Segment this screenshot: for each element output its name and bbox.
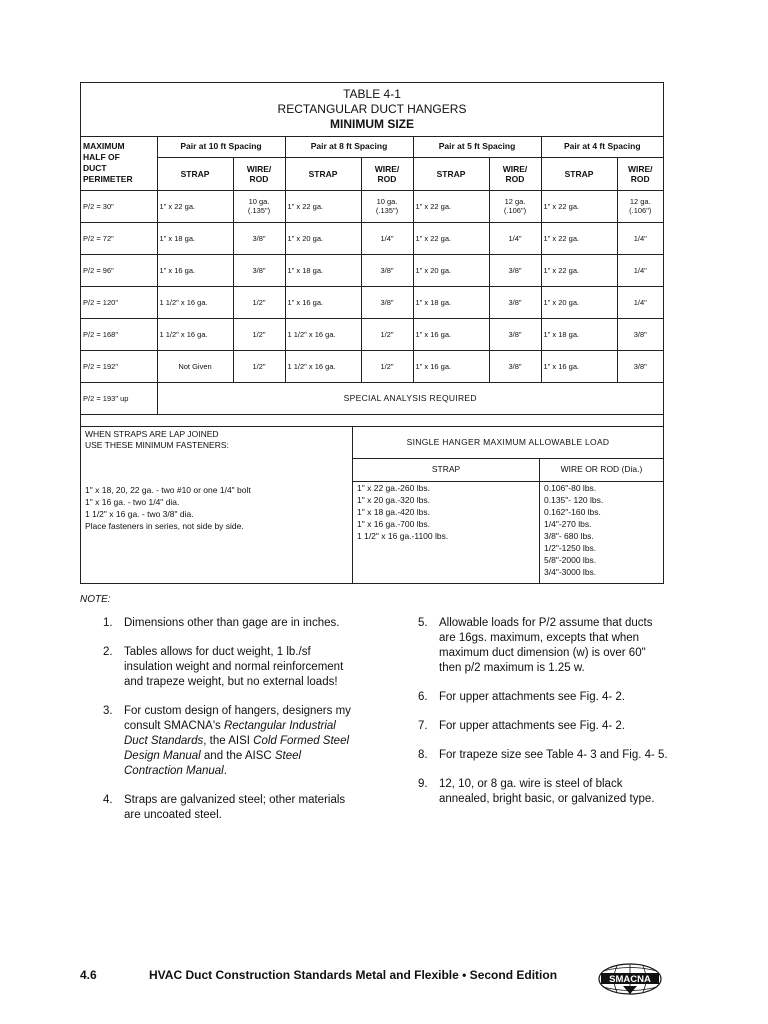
list-item: 3/8"- 680 lbs. (544, 531, 594, 541)
wire-rod-cell: 3/8" (489, 350, 541, 382)
notes-left-column (103, 616, 353, 837)
strap-size-cell: 1" x 22 ga. (541, 190, 617, 222)
strap-size-cell: 1 1/2" x 16 ga. (157, 318, 233, 350)
list-item: 1" x 22 ga.-260 lbs. (357, 483, 430, 493)
strap-size-cell: 1" x 22 ga. (541, 222, 617, 254)
note-label: NOTE: (80, 594, 111, 605)
table-row (81, 350, 663, 382)
fastener-block (81, 427, 353, 584)
publication-title: HVAC Duct Construction Standards Metal and Flexible • Second Edition (149, 968, 558, 982)
strap-size-cell: 1" x 22 ga. (413, 190, 489, 222)
perimeter-cell: P/2 = 192" (81, 350, 157, 382)
list-item: Place fasteners in series, not side by side. (85, 521, 244, 531)
strap-load-list (353, 482, 540, 584)
table-title: RECTANGULAR DUCT HANGERS (277, 102, 467, 116)
notes-right-column (418, 616, 668, 821)
wire-rod-cell: 1/4" (489, 222, 541, 254)
wire-rod-cell: 3/8" (361, 286, 413, 318)
strap-size-cell: 1" x 22 ga. (157, 190, 233, 222)
table-row (81, 190, 663, 222)
list-item: 1" x 18, 20, 22 ga. - two #10 or one 1/4" bolt (85, 485, 251, 495)
table-row (81, 318, 663, 350)
wire-rod-cell: 10 ga. (.135") (233, 190, 285, 222)
list-item: 1" x 20 ga.-320 lbs. (357, 495, 430, 505)
table-row (81, 286, 663, 318)
wire-rod-cell: 3/8" (489, 254, 541, 286)
perimeter-cell: P/2 = 193" up (81, 382, 157, 414)
strap-size-cell: 1" x 22 ga. (541, 254, 617, 286)
header-strap: STRAP (157, 157, 233, 190)
strap-size-cell: 1" x 16 ga. (413, 318, 489, 350)
list-item: 5/8"-2000 lbs. (544, 555, 597, 565)
note-item: 6. For upper attachments see Fig. 4- 2. (418, 691, 626, 703)
wire-rod-cell: 1/2" (233, 318, 285, 350)
strap-size-cell: 1" x 22 ga. (413, 222, 489, 254)
header-spacing-10ft: Pair at 10 ft Spacing (157, 136, 285, 157)
note-item: 7. For upper attachments see Fig. 4- 2. (418, 720, 626, 732)
page-number: 4.6 (80, 968, 97, 982)
header-wire-rod: WIRE/ ROD (361, 157, 413, 190)
max-load-heading: SINGLE HANGER MAXIMUM ALLOWABLE LOAD (353, 427, 663, 459)
list-item: 3/4"-3000 lbs. (544, 567, 597, 577)
logo-text: SMACNA (609, 974, 651, 985)
strap-size-cell: Not Given (157, 350, 233, 382)
wire-rod-cell: 1/2" (361, 318, 413, 350)
hanger-size-grid (81, 136, 663, 415)
strap-size-cell: 1" x 16 ga. (157, 254, 233, 286)
strap-size-cell: 1" x 18 ga. (157, 222, 233, 254)
table-row (81, 222, 663, 254)
wire-rod-cell: 1/2" (233, 350, 285, 382)
perimeter-cell: P/2 = 96" (81, 254, 157, 286)
wire-rod-cell: 10 ga. (.135") (361, 190, 413, 222)
table-row (81, 382, 663, 414)
list-item: 1" x 18 ga.-420 lbs. (357, 507, 430, 517)
fastener-list (85, 484, 251, 532)
subheader-row (81, 157, 663, 190)
wire-rod-cell: 1/2" (233, 286, 285, 318)
wire-rod-cell: 12 ga. (.106") (489, 190, 541, 222)
perimeter-cell: P/2 = 72" (81, 222, 157, 254)
wire-rod-cell: 12 ga. (.106") (617, 190, 663, 222)
wire-rod-cell: 3/8" (617, 318, 663, 350)
header-spacing-5ft: Pair at 5 ft Spacing (413, 136, 541, 157)
wire-load-heading: WIRE OR ROD (Dia.) (540, 458, 663, 482)
list-item: 1/4"-270 lbs. (544, 519, 592, 529)
header-wire-rod: WIRE/ ROD (233, 157, 285, 190)
wire-rod-cell: 1/4" (361, 222, 413, 254)
table-number: TABLE 4-1 (343, 87, 401, 101)
header-perimeter: MAXIMUM HALF OF DUCT PERIMETER (81, 136, 157, 190)
strap-size-cell: 1" x 20 ga. (413, 254, 489, 286)
list-item: 0.162"-160 lbs. (544, 507, 601, 517)
strap-size-cell: 1" x 16 ga. (285, 286, 361, 318)
wire-rod-cell: 3/8" (361, 254, 413, 286)
note-item: 3. For custom design of hangers, designers my consult SMACNA's Rectangular Industrial Duct Standards, the AISI Cold Formed Steel Design Manual and the AISC Steel Contraction Manual. (103, 705, 351, 777)
header-spacing-8ft: Pair at 8 ft Spacing (285, 136, 413, 157)
header-strap: STRAP (541, 157, 617, 190)
table-row (81, 254, 663, 286)
wire-rod-cell: 3/8" (617, 350, 663, 382)
table-subtitle: MINIMUM SIZE (330, 117, 414, 131)
strap-size-cell: 1 1/2" x 16 ga. (285, 350, 361, 382)
table-title-block (81, 83, 663, 137)
list-item: 1 1/2" x 16 ga.-1100 lbs. (357, 531, 449, 541)
note-item: 1. Dimensions other than gage are in inches. (103, 617, 340, 629)
note-item: 4. Straps are galvanized steel; other materials are uncoated steel. (103, 794, 346, 821)
header-wire-rod: WIRE/ ROD (489, 157, 541, 190)
perimeter-cell: P/2 = 168" (81, 318, 157, 350)
note-item: 2. Tables allows for duct weight, 1 lb./sf insulation weight and normal reinforcement and trapeze weight, but no external loads! (103, 646, 344, 688)
list-item: 0.106"-80 lbs. (544, 483, 597, 493)
list-item: 1 1/2" x 16 ga. - two 3/8" dia. (85, 509, 194, 519)
special-analysis-cell: SPECIAL ANALYSIS REQUIRED (157, 382, 663, 414)
perimeter-cell: P/2 = 120" (81, 286, 157, 318)
list-item: 1" x 16 ga. - two 1/4" dia. (85, 497, 180, 507)
list-item: 1/2"-1250 lbs. (544, 543, 597, 553)
wire-rod-cell: 3/8" (233, 254, 285, 286)
strap-size-cell: 1" x 18 ga. (413, 286, 489, 318)
strap-size-cell: 1 1/2" x 16 ga. (285, 318, 361, 350)
strap-size-cell: 1" x 16 ga. (541, 350, 617, 382)
strap-size-cell: 1" x 16 ga. (413, 350, 489, 382)
header-strap: STRAP (413, 157, 489, 190)
hanger-table (80, 82, 664, 584)
list-item: 0.135"- 120 lbs. (544, 495, 604, 505)
wire-rod-cell: 3/8" (489, 286, 541, 318)
strap-size-cell: 1" x 22 ga. (285, 190, 361, 222)
max-load-block (353, 427, 663, 584)
wire-rod-cell: 1/4" (617, 286, 663, 318)
header-wire-rod: WIRE/ ROD (617, 157, 663, 190)
wire-load-list (540, 482, 663, 584)
strap-load-heading: STRAP (353, 458, 540, 482)
wire-rod-cell: 3/8" (489, 318, 541, 350)
strap-size-cell: 1" x 18 ga. (285, 254, 361, 286)
header-strap: STRAP (285, 157, 361, 190)
perimeter-cell: P/2 = 30" (81, 190, 157, 222)
wire-rod-cell: 3/8" (233, 222, 285, 254)
strap-size-cell: 1 1/2" x 16 ga. (157, 286, 233, 318)
strap-size-cell: 1" x 20 ga. (541, 286, 617, 318)
strap-size-cell: 1" x 18 ga. (541, 318, 617, 350)
list-item: 1" x 16 ga.-700 lbs. (357, 519, 430, 529)
wire-rod-cell: 1/4" (617, 222, 663, 254)
strap-size-cell: 1" x 20 ga. (285, 222, 361, 254)
note-item: 5. Allowable loads for P/2 assume that ducts are 16gs. maximum, excepts that when maximum duct dimension (w) is over 60" then p/2 maximum is 1.25 w. (418, 617, 653, 674)
smacna-logo-icon (597, 962, 663, 996)
note-item: 8. For trapeze size see Table 4- 3 and Fig. 4- 5. (418, 749, 668, 761)
note-item: 9. 12, 10, or 8 ga. wire is steel of black annealed, bright basic, or galvanized type. (418, 778, 655, 805)
fastener-heading: WHEN STRAPS ARE LAP JOINED USE THESE MINIMUM FASTENERS: (85, 429, 229, 450)
page-footer (80, 968, 680, 988)
wire-rod-cell: 1/4" (617, 254, 663, 286)
wire-rod-cell: 1/2" (361, 350, 413, 382)
header-spacing-4ft: Pair at 4 ft Spacing (541, 136, 663, 157)
load-section (81, 426, 663, 584)
